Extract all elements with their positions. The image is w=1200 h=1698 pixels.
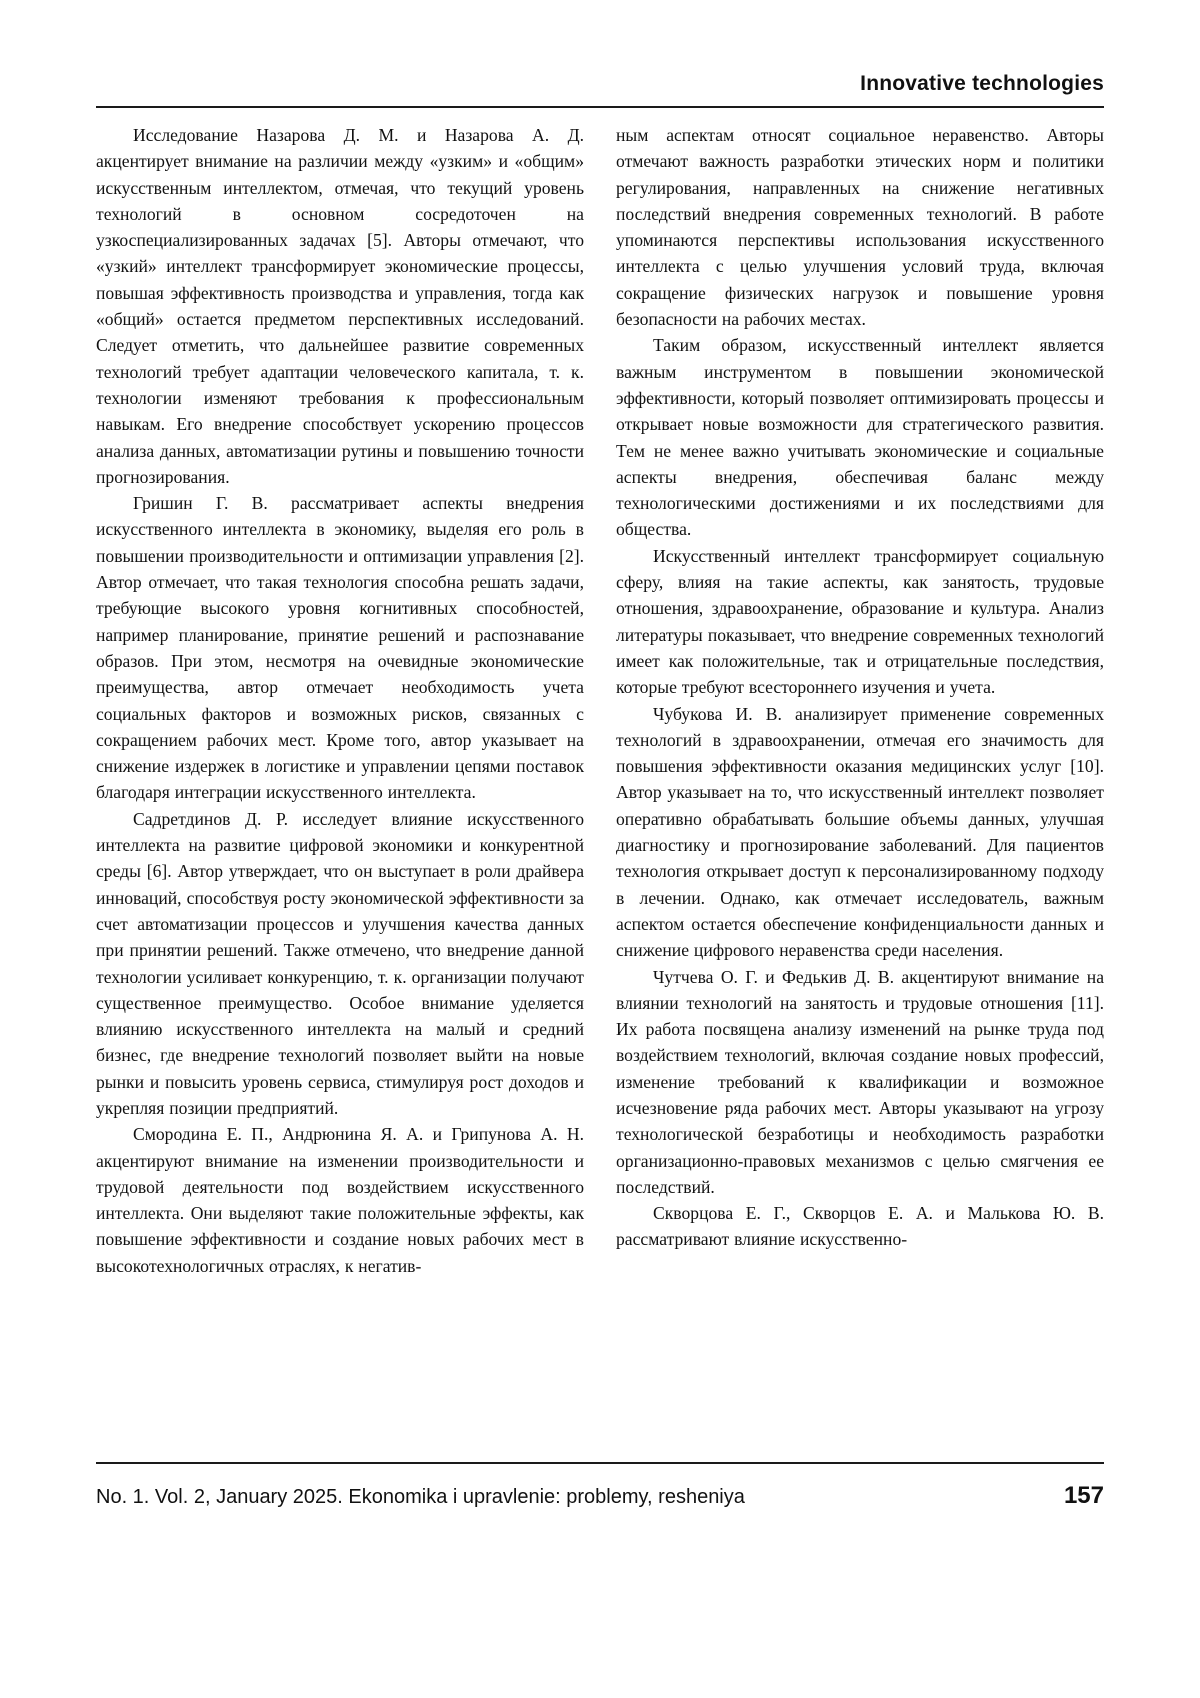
paragraph-continuation: ным аспектам относят социальное неравенство. Авторы отмечают важность разработки этических норм и политики регулирования, направленных на снижение негативных последствий внедрения современных технологий. В работе упоминаются перспективы использования искусственного интеллекта с целью улучшения условий труда, включая сокращение физических нагрузок и повышение уровня безопасности на рабочих местах. <box>616 125 1104 330</box>
paragraph: Искусственный интеллект трансформирует социальную сферу, влияя на такие аспекты, как занятость, трудовые отношения, здравоохранение, образование и культура. Анализ литературы показывает, что внедрение современных технологий имеет как положительные, так и отрицательные последствия, которые требуют всестороннего изучения и учета. <box>616 545 1104 698</box>
paragraph: Смородина Е. П., Андрюнина Я. А. и Грипунова А. Н. акцентируют внимание на изменении производительности и трудовой деятельности под воздействием искусственного интеллекта. Они выделяют такие положительные эффекты, как повышение эффективности и создание новых рабочих мест в высокотехнологичных отраслях, к негатив- <box>96 1124 584 1276</box>
paragraph: Чутчева О. Г. и Федькив Д. В. акцентируют внимание на влиянии технологий на занятость и трудовые отношения [11]. Их работа посвящена анализу изменений на рынке труда под воздействием технологий, включая создание новых профессий, изменение требований к квалификации и возможное исчезновение ряда рабочих мест. Авторы указывают на угрозу технологической безработицы и необходимость разработки организационно-правовых механизмов с целью смягчения ее последствий. <box>616 966 1104 1197</box>
column-left <box>96 122 584 1279</box>
paragraph: Исследование Назарова Д. М. и Назарова А. Д. акцентирует внимание на различии между «узким» и «общим» искусственным интеллектом, отмечая, что текущий уровень технологий в основном сосредоточен на узкоспециализированных задачах [5]. Авторы отмечают, что «узкий» интеллект трансформирует экономические процессы, повышая эффективность производства и управления, тогда как «общий» остается предметом перспективных исследований. Следует отметить, что дальнейшее развитие современных технологий требует адаптации человеческого капитала, т. к. технологии изменяют требования к профессиональным навыкам. Его внедрение способствует ускорению процессов анализа данных, автоматизации рутины и повышению точности прогнозирования. <box>96 125 584 487</box>
paragraph: Садретдинов Д. Р. исследует влияние искусственного интеллекта на развитие цифровой экономики и конкурентной среды [6]. Автор утверждает, что он выступает в роли драйвера инноваций, способствуя росту экономической эффективности за счет автоматизации процессов и улучшения качества данных при принятии решений. Также отмечено, что внедрение данной технологии усиливает конкуренцию, т. к. организации получают существенное преимущество. Особое внимание уделяется влиянию искусственного интеллекта на малый и средний бизнес, где внедрение технологий позволяет выйти на новые рынки и повысить уровень сервиса, стимулируя рост доходов и укрепляя позиции предприятий. <box>96 808 584 1118</box>
running-head-title: Innovative technologies <box>860 72 1104 95</box>
paragraph: Гришин Г. В. рассматривает аспекты внедрения искусственного интеллекта в экономику, выделяя его роль в повышении производительности и оптимизации управления [2]. Автор отмечает, что такая технология способна решать задачи, требующие высокого уровня когнитивных способностей, например планирование, принятие решений и распознавание образов. При этом, несмотря на очевидные экономические преимущества, автор отмечает необходимость учета социальных факторов и возможных рисков, связанных с сокращением рабочих мест. Кроме того, автор указывает на снижение издержек в логистике и управлении цепями поставок благодаря интеграции искусственного интеллекта. <box>96 493 584 803</box>
page-number: 157 <box>1063 1482 1104 1509</box>
paragraph: Таким образом, искусственный интеллект является важным инструментом в повышении экономической эффективности, который позволяет оптимизировать процессы и открывает новые возможности для стратегического развития. Тем не менее важно учитывать экономические и социальные аспекты внедрения, обеспечивая баланс между технологическими достижениями и их последствиями для общества. <box>616 335 1104 540</box>
article-body <box>96 122 1104 1279</box>
footer-journal-line: No. 1. Vol. 2, January 2025. Ekonomika i upravlenie: problemy, resheniya <box>96 1486 745 1508</box>
paragraph: Чубукова И. В. анализирует применение современных технологий в здравоохранении, отмечая его значимость для повышения эффективности оказания медицинских услуг [10]. Автор указывает на то, что искусственный интеллект позволяет оперативно обрабатывать большие объемы данных, улучшая диагностику и прогнозирование заболеваний. Для пациентов технология открывает доступ к персонализированному подходу в лечении. Однако, как отмечает исследователь, важным аспектом остается обеспечение конфиденциальности данных и снижение цифрового неравенства среди населения. <box>616 703 1104 961</box>
column-right <box>616 122 1104 1279</box>
paragraph: Скворцова Е. Г., Скворцов Е. А. и Малькова Ю. В. рассматривают влияние искусственно- <box>616 1203 1104 1250</box>
page-header <box>96 72 1104 108</box>
page-footer <box>96 1462 1104 1510</box>
